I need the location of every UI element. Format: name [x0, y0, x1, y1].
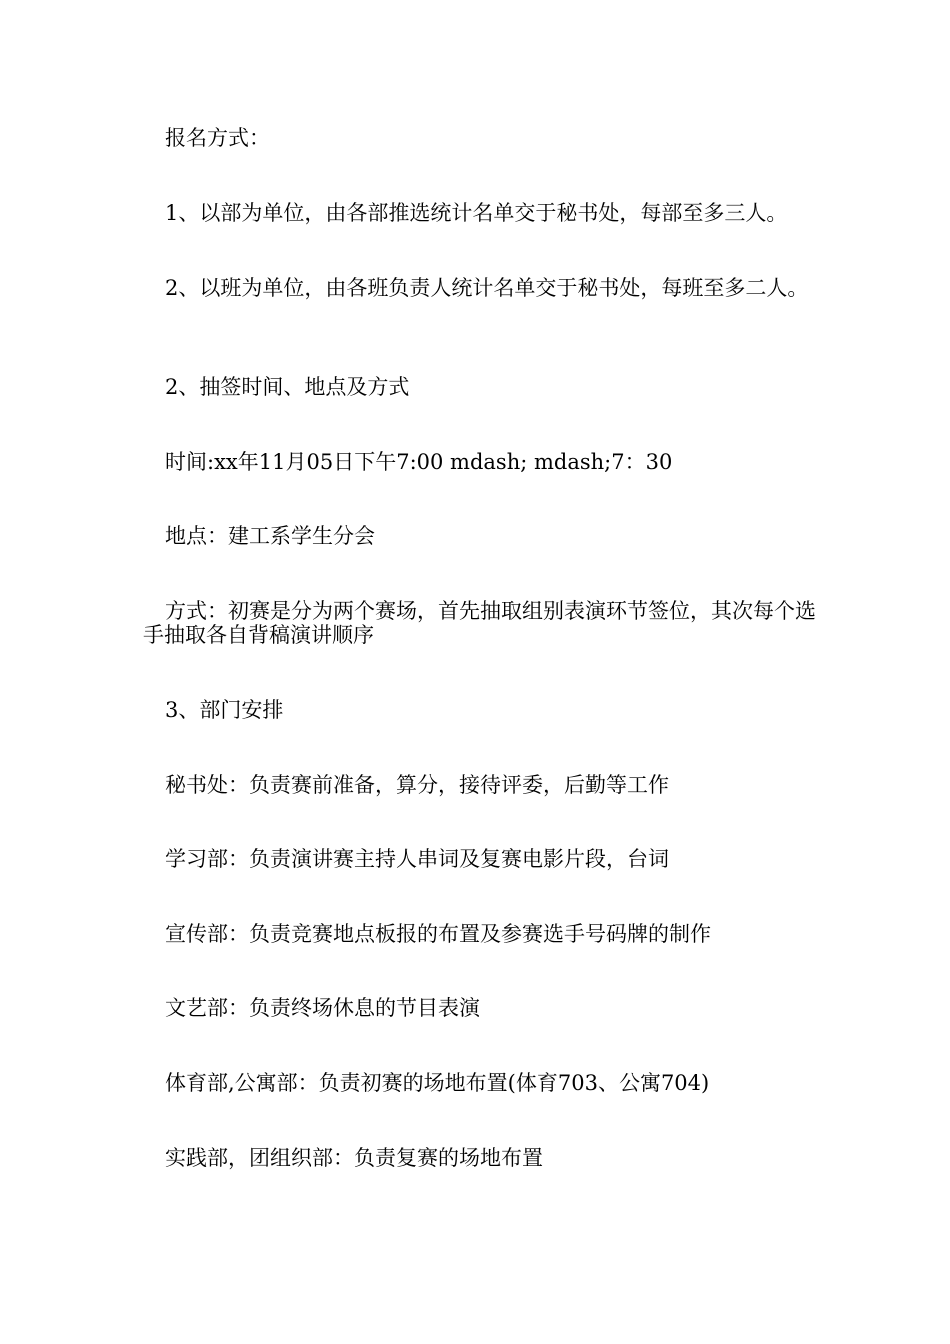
paragraph-publicity-department: 宣传部：负责竞赛地点板报的布置及参赛选手号码牌的制作 — [165, 922, 711, 946]
paragraph-method: 方式：初赛是分为两个赛场，首先抽取组别表演环节签位，其次每个选手抽取各自背稿演讲顺序 — [143, 599, 816, 647]
paragraph-draw-heading: 2、抽签时间、地点及方式 — [165, 375, 410, 399]
paragraph-secretariat: 秘书处：负责赛前准备，算分，接待评委，后勤等工作 — [165, 773, 669, 797]
paragraph-department-registration: 1、以部为单位，由各部推选统计名单交于秘书处，每部至多三人。 — [165, 201, 788, 225]
paragraph-time: 时间:xx年11月05日下午7:00 mdash; mdash;7：30 — [165, 450, 673, 474]
paragraph-practice-league-department: 实践部，团组织部：负责复赛的场地布置 — [165, 1146, 543, 1170]
paragraph-class-registration: 2、以班为单位，由各班负责人统计名单交于秘书处，每班至多二人。 — [165, 276, 809, 300]
paragraph-arts-department: 文艺部：负责终场休息的节目表演 — [165, 996, 480, 1020]
paragraph-location: 地点：建工系学生分会 — [165, 524, 375, 548]
paragraph-sports-apartment-department: 体育部,公寓部：负责初赛的场地布置(体育703、公寓704) — [165, 1071, 710, 1095]
paragraph-arrangement-heading: 3、部门安排 — [165, 698, 284, 722]
paragraph-study-department: 学习部：负责演讲赛主持人串词及复赛电影片段，台词 — [165, 847, 669, 871]
paragraph-registration-method: 报名方式： — [165, 126, 270, 150]
